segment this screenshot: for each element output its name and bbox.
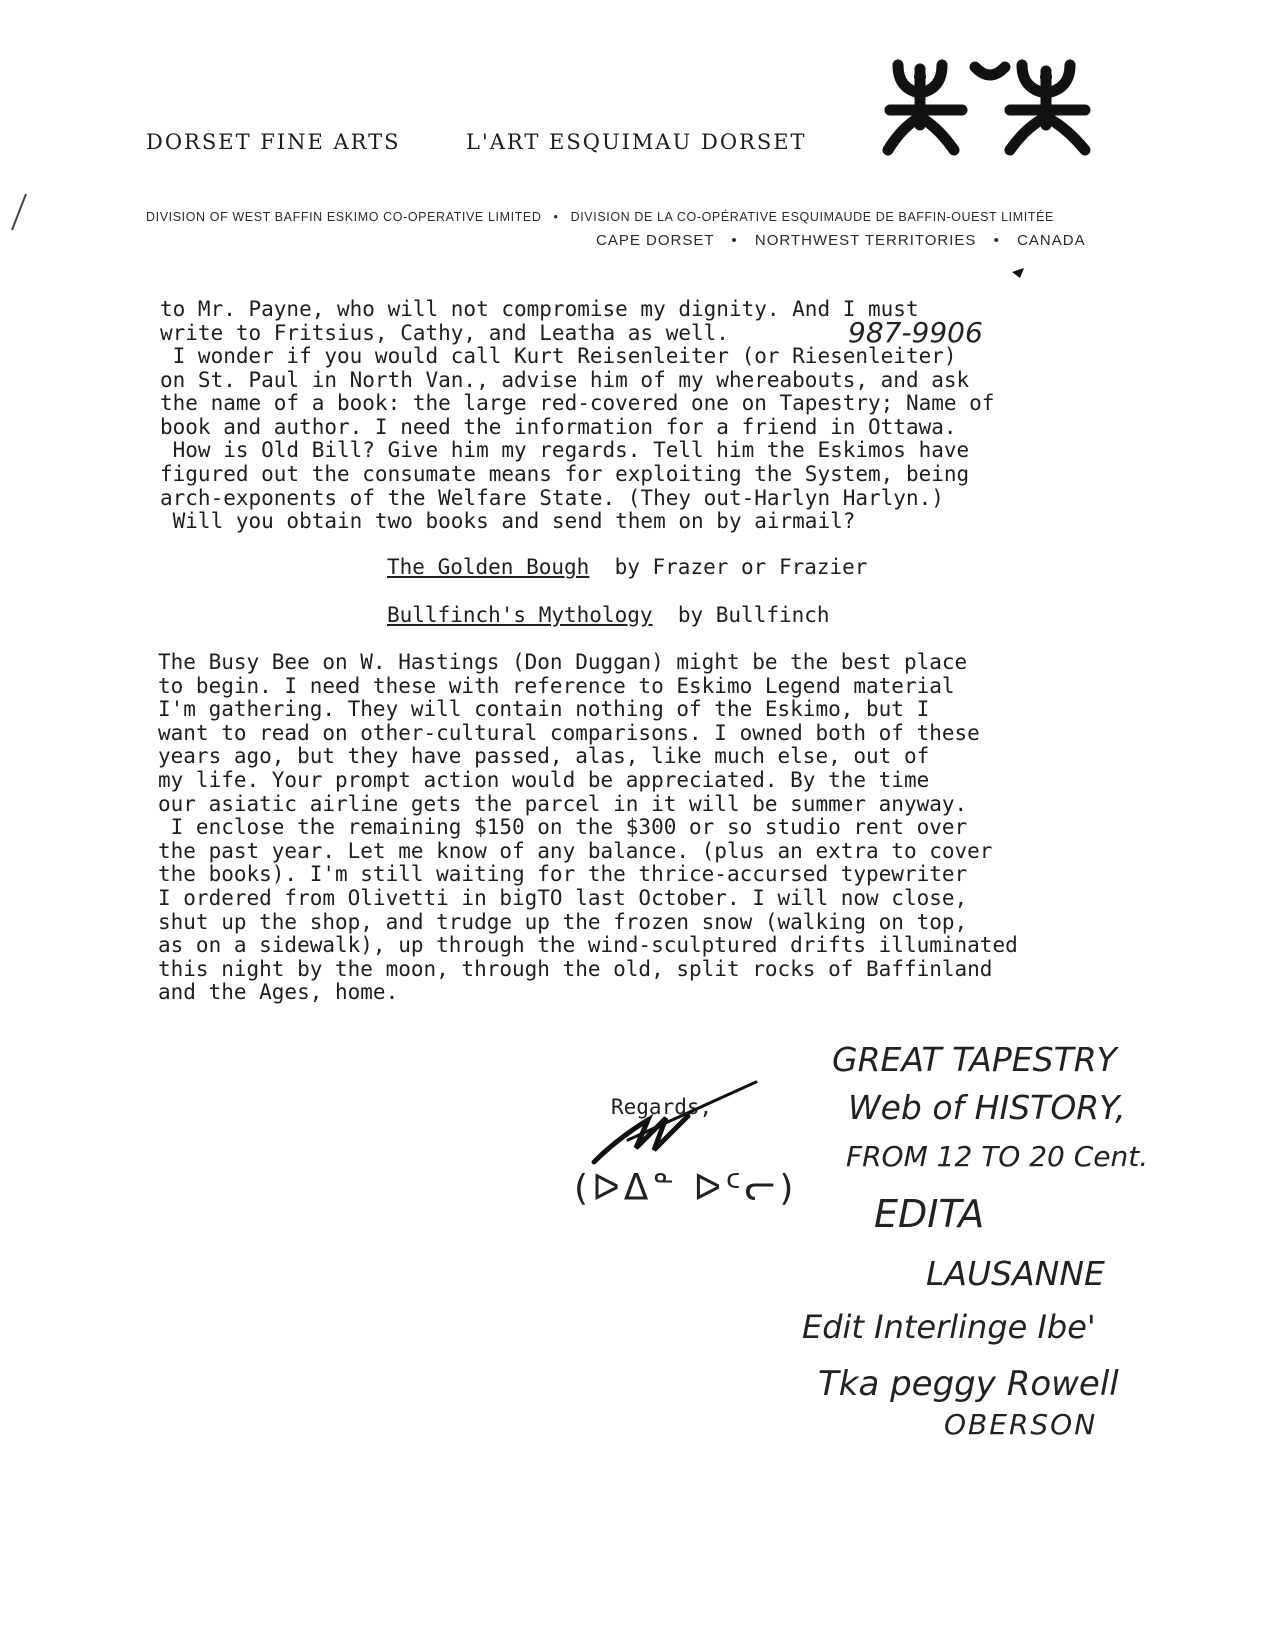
typed-line: our asiatic airline gets the parcel in it will be summer anyway.: [158, 791, 968, 816]
typed-line: on St. Paul in North Van., advise him of my whereabouts, and ask: [160, 367, 970, 392]
division-french: DIVISION DE LA CO-OPÉRATIVE ESQUIMAUDE DE BAFFIN-OUEST LIMITÉE: [570, 210, 1054, 224]
handwritten-note-line: LAUSANNE: [926, 1254, 1105, 1293]
handwritten-note-line: Tka peggy Rowell: [818, 1364, 1119, 1404]
typed-line: to Mr. Payne, who will not compromise my dignity. And I must: [160, 297, 919, 321]
paragraph-2: [160, 345, 994, 534]
typed-line: this night by the moon, through the old, split rocks of Baffinland: [158, 956, 993, 981]
typed-line: the name of a book: the large red-covered one on Tapestry; Name of: [160, 391, 995, 416]
address-line: [596, 232, 1086, 249]
typed-line: I'm gathering. They will contain nothing of the Eskimo, but I: [158, 697, 930, 722]
company-name-english: DORSET FINE ARTS: [146, 130, 401, 154]
handwritten-note-line: FROM 12 TO 20 Cent.: [846, 1140, 1149, 1173]
handwritten-note-line: EDITA: [874, 1192, 985, 1236]
typed-line: I enclose the remaining $150 on the $300 or so studio rent over: [158, 815, 968, 840]
typed-line: want to read on other-cultural comparisons. I owned both of these: [158, 720, 980, 745]
typed-line: How is Old Bill? Give him my regards. Tell him the Eskimos have: [160, 438, 970, 463]
bullet-separator: •: [731, 232, 738, 249]
handwritten-note-line: GREAT TAPESTRY: [832, 1040, 1117, 1079]
bullet-separator: •: [993, 232, 1000, 249]
typed-line: to begin. I need these with reference to Eskimo Legend material: [158, 673, 955, 698]
handwritten-note-line: OBERSON: [944, 1408, 1098, 1441]
company-name-french: L'ART ESQUIMAU DORSET: [466, 130, 807, 154]
division-english: DIVISION OF WEST BAFFIN ESKIMO CO-OPERATIVE LIMITED: [146, 210, 542, 224]
paragraph-3: [158, 651, 1018, 1005]
handwritten-phone-number: 987-9906: [848, 316, 983, 349]
address-country: CANADA: [1017, 232, 1086, 249]
typed-line: years ago, but they have passed, alas, like much else, out of: [158, 744, 930, 769]
ink-speck: [1010, 266, 1028, 282]
typed-line: Will you obtain two books and send them on by airmail?: [160, 509, 856, 534]
syllabics-signature: (ᐅᐃᓐ ᐅᑦᓕ): [574, 1168, 798, 1209]
closing-regards: Regards,: [611, 1095, 713, 1119]
typed-line: arch-exponents of the Welfare State. (They out-Harlyn Harlyn.): [160, 485, 944, 510]
typed-line: I wonder if you would call Kurt Reisenleiter (or Riesenleiter): [160, 344, 957, 368]
book-entry-bullfinch: [387, 604, 830, 628]
margin-pen-mark: [4, 190, 34, 235]
typed-line: my life. Your prompt action would be appreciated. By the time: [158, 767, 930, 792]
typed-line: as on a sidewalk), up through the wind-sculptured drifts illuminated: [158, 933, 1018, 958]
dorset-figures-logo-icon: [880, 55, 1105, 160]
bullet-separator: •: [553, 210, 559, 224]
division-line: [146, 210, 1054, 224]
typed-line: the past year. Let me know of any balance. (plus an extra to cover: [158, 838, 993, 863]
book-author: by Bullfinch: [677, 603, 830, 627]
signature-scribble: [588, 1078, 768, 1168]
book-author: by Frazer or Frazier: [614, 555, 868, 579]
typed-line: I ordered from Olivetti in bigTO last October. I will now close,: [158, 885, 968, 910]
handwritten-note-line: Edit Interlinge Ibe': [802, 1308, 1096, 1346]
typed-line: book and author. I need the information for a friend in Ottawa.: [160, 414, 957, 439]
address-territory: NORTHWEST TERRITORIES: [754, 232, 977, 249]
typed-line: shut up the shop, and trudge up the frozen snow (walking on top,: [158, 909, 968, 934]
book-title: The Golden Bough: [387, 555, 590, 579]
typed-line: the books). I'm still waiting for the thrice-accursed typewriter: [158, 862, 968, 887]
book-title: Bullfinch's Mythology: [387, 603, 653, 627]
address-city: CAPE DORSET: [596, 232, 715, 249]
typed-line: and the Ages, home.: [158, 980, 399, 1005]
typed-line: write to Fritsius, Cathy, and Leatha as well.: [160, 320, 729, 345]
typed-line: The Busy Bee on W. Hastings (Don Duggan) might be the best place: [158, 650, 968, 674]
typed-line: figured out the consumate means for exploiting the System, being: [160, 461, 970, 486]
handwritten-note-line: Web of HISTORY,: [848, 1088, 1126, 1127]
paragraph-1: [160, 298, 919, 345]
book-entry-golden-bough: [387, 556, 867, 580]
